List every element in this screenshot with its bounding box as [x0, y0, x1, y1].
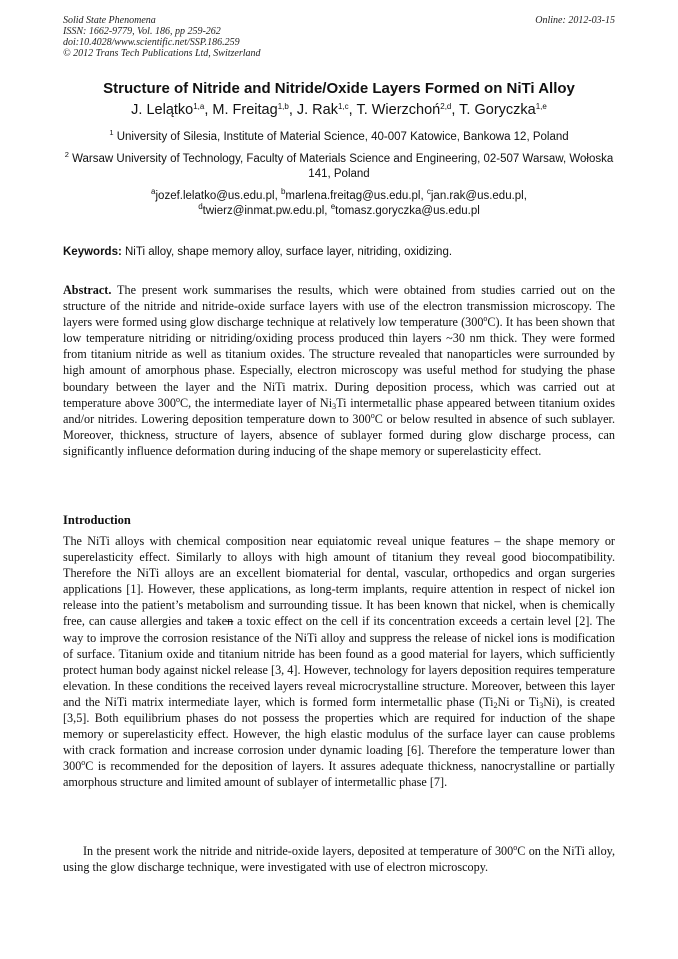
author-name: J. Rak [296, 102, 338, 118]
intro-text: a toxic effect on the cell if its concentration exceeds a certain level [2]. The way to improve the corrosion resistance of the NiTi alloy and suppress the release of nickel ions is modification of surface. Titanium oxide and titanium nitride has been found as a good material for layers, which sufficiently protect human body against nickel release [3, 4]. However, technology for layers deposition requires temperature elevation. In these conditions the received layers reveal microcrystalline structure. Moreover, between this layer and the NiTi matrix intermediate layer, which is formed form intermetallic phase (Ti [63, 614, 615, 709]
degree-mark: o [370, 410, 375, 420]
abstract [63, 282, 615, 459]
author-affil-mark: 1,a [193, 102, 205, 111]
author-separator: , [288, 102, 297, 118]
struck-text: n [227, 614, 234, 629]
author-separator: , [348, 102, 357, 118]
author-separator: , [204, 102, 213, 118]
affiliation-2 [63, 152, 615, 182]
introduction-paragraph-2 [63, 843, 615, 875]
affiliation-number: 2 [64, 150, 69, 159]
abstract-text: Ti intermetallic phase appeared between titanium oxides and/or nitrides. Lowering deposition temperature down to 300 [63, 395, 616, 426]
author-affil-mark: 1,c [337, 102, 349, 111]
author-name: T. Goryczka [459, 102, 536, 118]
degree-mark: o [483, 314, 488, 324]
email-address: twierz@inmat.pw.edu.pl [202, 205, 325, 217]
section-heading-introduction: Introduction [63, 513, 131, 527]
keywords-text: NiTi alloy, shape memory alloy, surface layer, nitriding, oxidizing. [125, 246, 453, 258]
journal-name: Solid State Phenomena [63, 15, 156, 26]
intro-text: Ni), is created [3,5]. Both equilibrium phases do not possess the properties which are required for induction of the shape memory or superelasticity effect. However, the high elastic modulus of the surface layer can cause problems with crack formation and increase corrosion under dynamic loading [6]. Therefore the temperature lower than 300 [63, 694, 615, 774]
intro-text: C on the NiTi alloy, using the glow discharge technique, were investigated with use of electron microscopy. [63, 844, 616, 875]
email-mark: b [280, 187, 286, 196]
paper-title: Structure of Nitride and Nitride/Oxide Layers Formed on NiTi Alloy [103, 80, 575, 97]
intro-text: Ni or Ti [497, 694, 540, 709]
abstract-text: C or below resulted in absence of such sublayer. Moreover, thickness, structure of layers, absence of sublayer formed during glow discharge process, can significantly influence deformation during inducing of the shape memory or superelasticity effect. [63, 411, 615, 458]
journal-issn: ISSN: 1662-9779, Vol. 186, pp 259-262 [63, 26, 221, 37]
abstract-text: C, the intermediate layer of Ni [179, 395, 333, 410]
intro-text: C is recommended for the deposition of layers. It assures adequate thickness, nanocrystalline or partially amorphous structure and limited amount of sublayer of intermetallic phase [7]. [63, 759, 615, 790]
email-mark: c [426, 187, 431, 196]
journal-copyright: © 2012 Trans Tech Publications Ltd, Switzerland [63, 48, 261, 59]
subscript: 3 [539, 700, 544, 710]
author-affil-mark: 1,b [277, 102, 289, 111]
email-address: jan.rak@us.edu.pl [430, 190, 524, 202]
keywords-label: Keywords: [63, 246, 122, 258]
intro-text: The NiTi alloys with chemical composition near equiatomic reveal unique features – the shape memory or superelasticity effect. Similarly to alloys with high amount of titanium they reveal good biocompatibility. Therefore the NiTi alloys are an excellent biomaterial for dental, vascular, orthopedics and organ surgeries applications [1]. However, these applications, as long-term implants, require attention in respect of nickel ion release into the patient’s metabolism and surrounding tissue. It has been known that nickel, when is chemically free, can cause allergies and take [63, 534, 615, 629]
email-separator: , [274, 190, 281, 202]
email-separator: , [523, 190, 527, 202]
abstract-text: The present work summarises the results, which were obtained from studies carried out on the structure of the nitride and nitride-oxide surface layers with use of the electron transmission microscopy. The layers were formed using glow discharge technique at relatively low temperature (300 [63, 283, 615, 330]
keywords [63, 245, 615, 260]
degree-mark: o [175, 394, 180, 404]
author-name: J. Lelątko [131, 102, 194, 118]
subscript: 3 [332, 401, 337, 411]
journal-header [63, 15, 261, 59]
email-address: jozef.lelatko@us.edu.pl [155, 190, 275, 202]
degree-mark: o [81, 758, 86, 768]
subscript: 2 [493, 700, 498, 710]
introduction-paragraph-1 [63, 533, 615, 791]
degree-mark: o [513, 843, 518, 852]
email-separator: , [324, 205, 331, 217]
online-date: Online: 2012-03-15 [535, 15, 615, 26]
author-affil-mark: 1,e [535, 102, 547, 111]
email-address: marlena.freitag@us.edu.pl [285, 190, 421, 202]
author-separator: , [451, 102, 460, 118]
abstract-text: C). It has been shown that low temperature nitriding or nitriding/oxiding process produced thin layers ~30 nm thick. They were formed from titanium nitride as well as titanium oxides. The structure revealed that nanoparticles were surrounded by high amount of amorphous phase. Especially, electron microscopy was useful method for studying the phase boundary between the layer and the NiTi matrix. During deposition process, which was carried out at temperature above 300 [63, 315, 615, 410]
email-separator: , [420, 190, 427, 202]
intro-text: In the present work the nitride and nitride-oxide layers, deposited at temperature of 300 [83, 844, 514, 858]
author-affil-mark: 2,d [440, 102, 452, 111]
author-name: M. Freitag [212, 102, 278, 118]
affiliation-1 [63, 130, 615, 145]
email-mark: e [330, 202, 336, 211]
author-list [63, 101, 615, 119]
affiliation-text: University of Silesia, Institute of Material Science, 40-007 Katowice, Bankowa 12, Poland [116, 131, 569, 143]
author-name: T. Wierzchoń [356, 102, 441, 118]
email-list [63, 189, 615, 219]
affiliation-text: Warsaw University of Technology, Faculty of Materials Science and Engineering, 02-507 Warsaw, Wołoska 141, Poland [72, 153, 614, 180]
email-mark: a [151, 187, 156, 196]
email-address: tomasz.goryczka@us.edu.pl [335, 205, 480, 217]
email-mark: d [198, 202, 203, 211]
affiliation-number: 1 [109, 128, 114, 137]
abstract-label: Abstract. [63, 283, 112, 297]
journal-doi: doi:10.4028/www.scientific.net/SSP.186.259 [63, 37, 240, 48]
